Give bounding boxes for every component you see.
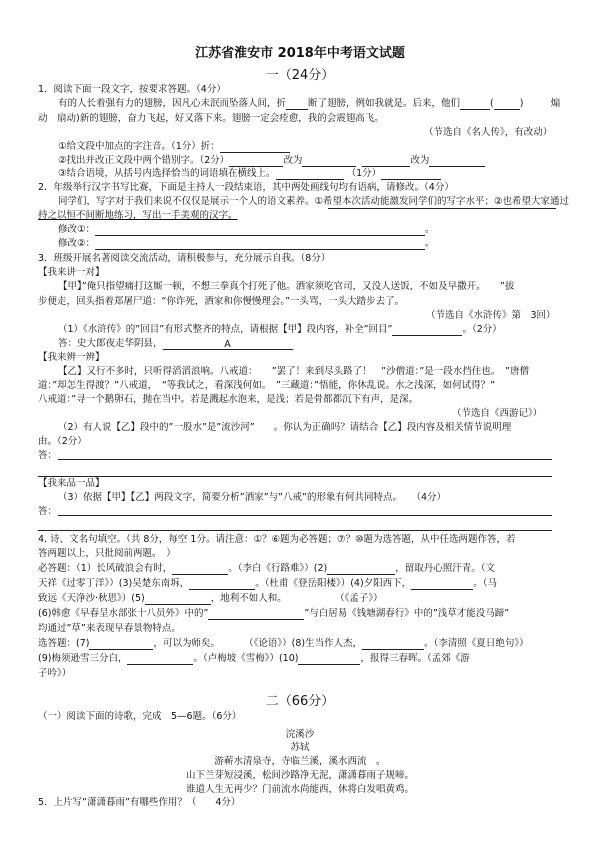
q3-heading-2: 【我来辨一辨】: [38, 352, 105, 363]
q4-row8: 子吟》）: [38, 668, 72, 679]
poem-line-1: 山下兰芽短浸溪，松间沙路净无泥，潇潇暮雨子规啼。: [185, 770, 414, 781]
q3-heading-1: 【我来讲一对】: [38, 267, 105, 278]
answer-line[interactable]: [58, 459, 552, 460]
exam-title: 江苏省淮安市 2018年中考语文试题: [195, 46, 405, 61]
answer-blank[interactable]: [220, 142, 290, 153]
poem-intro: （一）阅读下面的诗歌，完成 5—6题。（6分）: [38, 711, 242, 722]
q1-sub1: ①给文段中加点的字注音。（1分）折：: [58, 141, 290, 153]
q2-fix1: 修改①： 。: [58, 224, 435, 235]
poem-author: 苏轼: [290, 742, 310, 753]
q2-underline-1: [328, 208, 556, 209]
q4-row3: 致远《天净沙·秋思》）(5) ，地利不如人和。 （《孟子》）: [38, 593, 383, 604]
q3-passage-a2: 步便走，回头指着郑屠尸道：“你诈死，洒家和你慢慢理会。”一头骂，一头大踏步去了。: [38, 296, 405, 307]
q3-stem: 3．班级开展名著阅读交流活动，请积极参与，充分展示自我。（8分）: [38, 253, 331, 264]
poem-line-2: 谁道人生无再少？门前流水尚能西，休将白发唱黄鸡。: [185, 784, 414, 795]
q1-stem: 1．阅读下面一段文字，按要求答题。（4分）: [38, 84, 226, 95]
q3-sub2-cont: 由。（2分）: [38, 436, 87, 447]
q1-source: （节选自《名人传》，有改动）: [424, 127, 553, 138]
q4-row7: (9)梅须逊雪三分白， 。（卢梅坡《雪梅》）(10) ，报得三春晖。（孟郊《游: [38, 653, 470, 664]
q4-row6: 选答题：(7) ，可以为师矣。 （《论语》）(8)生当作人杰， 。（李清照《夏日绝句》）: [38, 638, 529, 649]
q3-sub2-answer-label: 答：: [38, 450, 58, 461]
q1-passage-line2: 动 扇动)新的翅膀，奋力飞起，好又落下来。翅膀一定会痊愈，我的会震翅高飞。: [38, 113, 384, 124]
answer-line[interactable]: [58, 515, 552, 516]
q3-sub1: （1）《水浒传》的”回目”有形式整齐的特点，请根据【甲】段内容，补全”回目” 。（2分）: [58, 324, 502, 335]
answer-line[interactable]: [38, 530, 552, 531]
q3-passage-a1: 【甲】”俺只指望痛打这厮一顿，不想三拳真个打死了他。洒家须吃官司，又没人送饭，不如及早撒开。 ”拔: [58, 281, 515, 292]
q3-sub2: （2）有人说【乙】段中的”一股水”是”流沙河” 。你认为正确吗？请结合【乙】段内容及相关情节说明理: [58, 422, 512, 433]
q2-passage-line2: 持之以恒不间断地练习，写出一手美观的汉字。: [38, 210, 238, 221]
q3-passage-b3: 八戒道：”寻一个鹅卵石，抛在当中。若是溅起水泡来，是浅；若是骨都都沉下有声，是深。: [38, 394, 419, 405]
q3-source-a: （节选自《水浒传》第 3回）: [426, 310, 556, 321]
q4-stem: 4. 诗、文名句填空。（共 8分，每空 1分。请注意：①？⑥题为必答题；⑦？⑩题为选答题，从中任选两题作答，若: [38, 534, 516, 545]
q3-sub3: （3）依据【甲】【乙】两段文字，简要分析”洒家”与”八戒”的形象有何共同特点。 （4分）: [58, 492, 447, 503]
poem-preface: 游蕲水清泉寺，寺临兰溪，溪水西流 。: [214, 756, 386, 767]
q3-sub1-answer: 答：史大郎夜走华阴县， A: [58, 338, 293, 350]
q3-passage-b2: 道：”却怎生得渡？”八戒道， “等我试之，看深浅何如。 ”三藏道：”悟能，你休乱说。水之浅深，如何试得？”: [38, 380, 496, 391]
q1-sub3: ③结合语境，从括号内选择恰当的词语填在横线上。 （1分）: [58, 168, 441, 180]
q4-row5: 均通过”草”来表现早春景物特点。: [38, 623, 181, 634]
q4-row1: 必答题：（1）长风破浪会有时， 。（李白《行路难》）(2) ，留取丹心照汗青。（文: [38, 563, 496, 574]
poem-title: 浣溪沙: [285, 729, 315, 740]
q4-row4: (6)韩愈《早春呈水部张十八员外》中的” ”与白居易《钱塘湖春行》中的”浅草才能没马蹄”: [38, 608, 510, 619]
q2-fix2: 修改②： 。: [58, 238, 435, 249]
answer-line[interactable]: [38, 476, 552, 477]
q5-stem: 5．上片写”潇潇暮雨”有哪些作用？（ 4分）: [38, 797, 241, 808]
q1-sub2: ②找出并改正文段中两个错别字。（2分） 改为 改为: [58, 155, 485, 167]
section-one-heading: 一（24分）: [265, 68, 335, 83]
q3-source-b: （节选自《西游记》）: [452, 408, 543, 419]
q2-stem: 2．年级举行汉字书写比赛，下面是主持人一段结束语，其中两处画线句均有语病，请修改。（4分）: [38, 182, 454, 193]
q3-heading-3: 【我来品一品】: [38, 478, 105, 489]
q2-passage-line1: 同学们，写字对于我们来说不仅仅是展示一个人的语文素养。①希望本次活动能激发同学们的写字水平；②也希望大家通过: [58, 196, 570, 207]
section-two-heading: 二（66分）: [265, 694, 335, 709]
q4-row2: 天祥《过零丁洋》）(3)吴楚东南坼， 。（杜甫《登岳阳楼》）(4)夕阳西下， 。（马: [38, 578, 497, 589]
q4-stem-2: 答两题以上，只批阅前两题。 ）: [38, 548, 176, 559]
q3-sub3-answer-label: 答：: [38, 506, 58, 517]
q3-passage-b1: 【乙】又行不多时，只听得滔滔浪响。八戒道： ”罢了！来到尽头路了！ ”沙僧道：”是一段水挡住也。 ”唐僧: [58, 366, 529, 377]
q1-passage-line1: 有的人长着强有力的翅膀，因凡心未泯而坠落人间，折 断了翅膀，例如我就是。后来，他们 ( ) 煽: [58, 98, 561, 109]
